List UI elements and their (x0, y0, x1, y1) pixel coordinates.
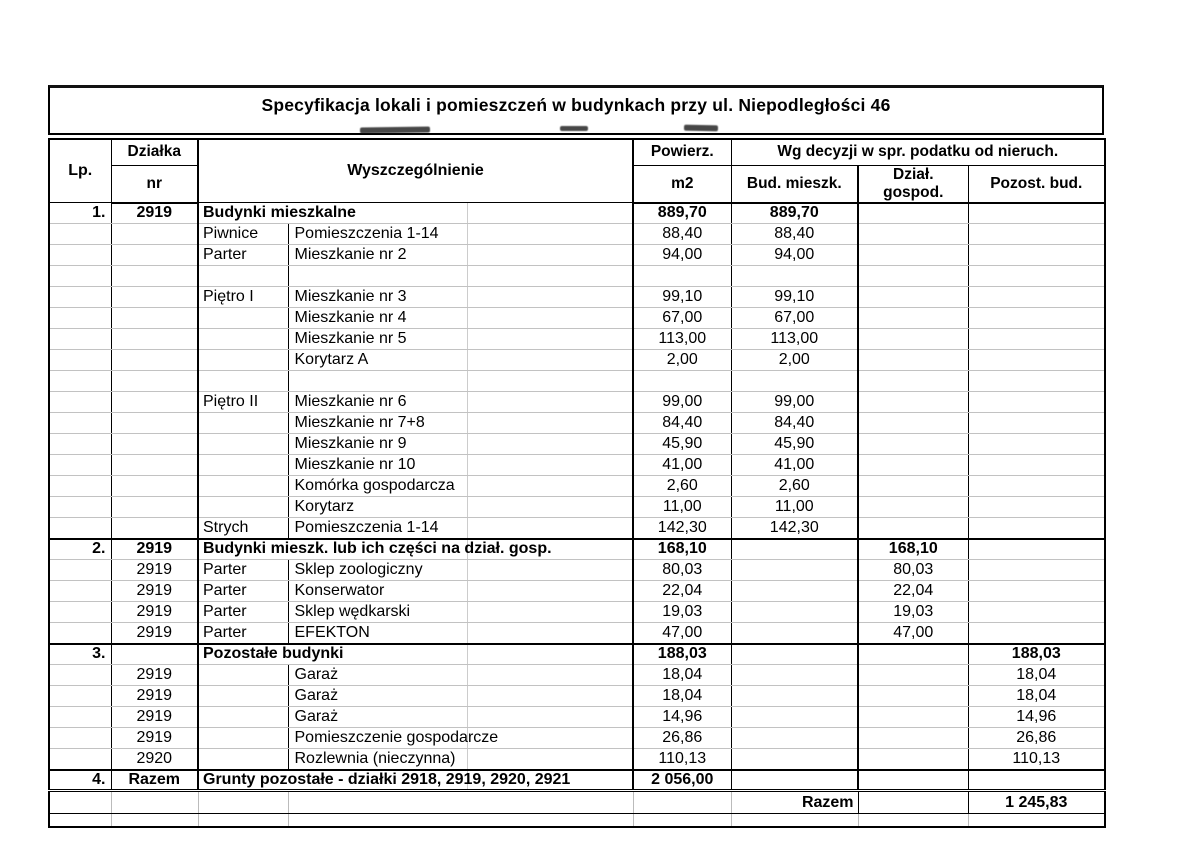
lp-cell (49, 476, 111, 497)
other-buildings-cell (968, 497, 1105, 518)
area-m2-cell: 47,00 (633, 623, 731, 644)
description-cell: Korytarz (288, 497, 633, 518)
area-m2-cell: 11,00 (633, 497, 731, 518)
other-buildings-cell (968, 518, 1105, 539)
table-row (49, 644, 1105, 665)
plot-number-cell: 2919 (111, 560, 198, 581)
plot-number-cell: 2919 (111, 728, 198, 749)
floor-label-cell: Piętro II (198, 392, 288, 413)
table-header (49, 139, 1105, 203)
area-m2-cell: 2,60 (633, 476, 731, 497)
business-tax-cell: 22,04 (858, 581, 968, 602)
business-tax-cell (858, 329, 968, 350)
lp-cell (49, 287, 111, 308)
scan-smudge (684, 125, 718, 132)
description-cell: Sklep zoologiczny (288, 560, 633, 581)
floor-label-cell (198, 329, 288, 350)
business-tax-cell (858, 434, 968, 455)
plot-number-cell: 2919 (111, 581, 198, 602)
area-m2-cell (633, 266, 731, 287)
floor-label-cell (198, 413, 288, 434)
area-m2-cell: 67,00 (633, 308, 731, 329)
floor-label-cell: Parter (198, 623, 288, 644)
header-bud-mieszk: Bud. mieszk. (731, 165, 858, 203)
business-tax-cell (858, 707, 968, 728)
business-tax-cell: 47,00 (858, 623, 968, 644)
description-cell: Rozlewnia (nieczynna) (288, 749, 633, 770)
scan-smudge (560, 126, 588, 131)
empty-cell (288, 814, 633, 827)
area-m2-cell: 84,40 (633, 413, 731, 434)
plot-number-cell: 2920 (111, 749, 198, 770)
description-cell: Garaż (288, 686, 633, 707)
other-buildings-cell (968, 560, 1105, 581)
table-row (49, 266, 1105, 287)
business-tax-cell (858, 665, 968, 686)
plot-number-cell (111, 329, 198, 350)
business-tax-cell (858, 203, 968, 224)
plot-number-cell: 2919 (111, 665, 198, 686)
area-m2-cell: 45,90 (633, 434, 731, 455)
residential-tax-cell: 2,60 (731, 476, 858, 497)
other-buildings-cell (968, 581, 1105, 602)
plot-number-cell: Razem (111, 770, 198, 791)
residential-tax-cell (731, 749, 858, 770)
table-row (49, 413, 1105, 434)
table-row (49, 287, 1105, 308)
area-m2-cell: 88,40 (633, 224, 731, 245)
floor-label-cell (198, 308, 288, 329)
other-buildings-cell: 18,04 (968, 665, 1105, 686)
table-row (49, 329, 1105, 350)
table-row (49, 203, 1105, 224)
other-buildings-cell (968, 539, 1105, 560)
empty-cell (198, 791, 288, 814)
description-cell (288, 371, 633, 392)
floor-label-cell (198, 665, 288, 686)
description-cell (288, 266, 633, 287)
business-tax-cell (858, 371, 968, 392)
other-buildings-cell: 14,96 (968, 707, 1105, 728)
floor-label-cell: Piętro I (198, 287, 288, 308)
description-cell: Pomieszczenia 1-14 (288, 224, 633, 245)
lp-cell: 2. (49, 539, 111, 560)
lp-cell (49, 224, 111, 245)
other-buildings-cell (968, 770, 1105, 791)
other-buildings-cell (968, 602, 1105, 623)
plot-number-cell (111, 497, 198, 518)
residential-tax-cell: 889,70 (731, 203, 858, 224)
lp-cell (49, 602, 111, 623)
residential-tax-cell: 45,90 (731, 434, 858, 455)
lp-cell (49, 434, 111, 455)
section-title-cell: Budynki mieszkalne (198, 203, 633, 224)
residential-tax-cell (731, 707, 858, 728)
specification-table (48, 138, 1106, 828)
area-m2-cell: 94,00 (633, 245, 731, 266)
scan-smudge (360, 127, 430, 134)
lp-cell (49, 707, 111, 728)
table-row (49, 665, 1105, 686)
business-tax-cell (858, 644, 968, 665)
lp-cell (49, 245, 111, 266)
description-cell: Komórka gospodarcza (288, 476, 633, 497)
table-row (49, 245, 1105, 266)
plot-number-cell (111, 245, 198, 266)
area-m2-cell: 80,03 (633, 560, 731, 581)
empty-cell (968, 814, 1105, 827)
residential-tax-cell: 99,10 (731, 287, 858, 308)
lp-cell (49, 455, 111, 476)
grand-total-value: 1 245,83 (968, 791, 1105, 814)
table-row (49, 224, 1105, 245)
floor-label-cell: Parter (198, 581, 288, 602)
area-m2-cell: 18,04 (633, 665, 731, 686)
residential-tax-cell: 84,40 (731, 413, 858, 434)
residential-tax-cell (731, 686, 858, 707)
table-row (49, 728, 1105, 749)
description-cell: Mieszkanie nr 3 (288, 287, 633, 308)
area-m2-cell: 2 056,00 (633, 770, 731, 791)
other-buildings-cell (968, 392, 1105, 413)
lp-cell (49, 665, 111, 686)
table-row (49, 476, 1105, 497)
business-tax-cell: 19,03 (858, 602, 968, 623)
empty-cell (111, 814, 198, 827)
lp-cell (49, 623, 111, 644)
floor-label-cell: Parter (198, 560, 288, 581)
plot-number-cell (111, 392, 198, 413)
plot-number-cell (111, 476, 198, 497)
plot-number-cell: 2919 (111, 623, 198, 644)
table-row (49, 707, 1105, 728)
table-row (49, 686, 1105, 707)
table-row (49, 770, 1105, 791)
residential-tax-cell: 142,30 (731, 518, 858, 539)
description-cell: Sklep wędkarski (288, 602, 633, 623)
business-tax-cell (858, 308, 968, 329)
residential-tax-cell: 2,00 (731, 350, 858, 371)
business-tax-cell (858, 770, 968, 791)
description-cell: Mieszkanie nr 7+8 (288, 413, 633, 434)
business-tax-cell (858, 392, 968, 413)
plot-number-cell: 2919 (111, 602, 198, 623)
floor-label-cell: Parter (198, 602, 288, 623)
area-m2-cell: 110,13 (633, 749, 731, 770)
area-m2-cell (633, 371, 731, 392)
residential-tax-cell (731, 644, 858, 665)
grand-total-row (49, 791, 1105, 814)
header-nr: nr (111, 165, 198, 203)
other-buildings-cell (968, 623, 1105, 644)
area-m2-cell: 99,00 (633, 392, 731, 413)
lp-cell (49, 266, 111, 287)
floor-label-cell (198, 266, 288, 287)
plot-number-cell (111, 518, 198, 539)
description-cell: Mieszkanie nr 10 (288, 455, 633, 476)
residential-tax-cell: 113,00 (731, 329, 858, 350)
empty-cell (633, 791, 731, 814)
other-buildings-cell (968, 287, 1105, 308)
lp-cell (49, 518, 111, 539)
residential-tax-cell (731, 623, 858, 644)
table-body (49, 203, 1105, 791)
plot-number-cell (111, 434, 198, 455)
lp-cell (49, 308, 111, 329)
other-buildings-cell (968, 203, 1105, 224)
plot-number-cell: 2919 (111, 203, 198, 224)
table-footer (49, 791, 1105, 827)
lp-cell (49, 371, 111, 392)
empty-cell (49, 791, 111, 814)
residential-tax-cell: 99,00 (731, 392, 858, 413)
business-tax-cell (858, 686, 968, 707)
lp-cell (49, 497, 111, 518)
description-cell: Pomieszczenia 1-14 (288, 518, 633, 539)
description-cell: Pomieszczenie gospodarcze (288, 728, 633, 749)
other-buildings-cell (968, 434, 1105, 455)
lp-cell (49, 581, 111, 602)
floor-label-cell (198, 497, 288, 518)
table-row (49, 749, 1105, 770)
residential-tax-cell (731, 581, 858, 602)
lp-cell (49, 560, 111, 581)
table-row (49, 308, 1105, 329)
floor-label-cell (198, 686, 288, 707)
lp-cell (49, 749, 111, 770)
other-buildings-cell: 18,04 (968, 686, 1105, 707)
document (48, 85, 1104, 828)
floor-label-cell: Parter (198, 245, 288, 266)
business-tax-cell (858, 518, 968, 539)
lp-cell: 3. (49, 644, 111, 665)
business-tax-cell (858, 455, 968, 476)
empty-cell (49, 814, 111, 827)
bottom-empty-row (49, 814, 1105, 827)
other-buildings-cell (968, 371, 1105, 392)
table-row (49, 539, 1105, 560)
plot-number-cell: 2919 (111, 707, 198, 728)
residential-tax-cell: 11,00 (731, 497, 858, 518)
header-row-1 (49, 139, 1105, 165)
table-row (49, 497, 1105, 518)
empty-cell (288, 791, 633, 814)
business-tax-cell (858, 413, 968, 434)
lp-cell (49, 350, 111, 371)
other-buildings-cell: 26,86 (968, 728, 1105, 749)
business-tax-cell: 80,03 (858, 560, 968, 581)
title-box (48, 85, 1104, 135)
description-cell: Garaż (288, 665, 633, 686)
description-cell: EFEKTON (288, 623, 633, 644)
empty-cell (111, 791, 198, 814)
plot-number-cell (111, 413, 198, 434)
area-m2-cell: 41,00 (633, 455, 731, 476)
residential-tax-cell: 41,00 (731, 455, 858, 476)
residential-tax-cell: 88,40 (731, 224, 858, 245)
description-cell: Mieszkanie nr 5 (288, 329, 633, 350)
table-row (49, 392, 1105, 413)
plot-number-cell: 2919 (111, 539, 198, 560)
business-tax-cell (858, 245, 968, 266)
business-tax-cell (858, 476, 968, 497)
plot-number-cell (111, 371, 198, 392)
grand-total-label: Razem (731, 791, 858, 814)
description-cell: Mieszkanie nr 4 (288, 308, 633, 329)
floor-label-cell (198, 434, 288, 455)
table-row (49, 455, 1105, 476)
header-lp: Lp. (49, 139, 111, 203)
header-tax-group: Wg decyzji w spr. podatku od nieruch. (731, 139, 1105, 165)
area-m2-cell: 14,96 (633, 707, 731, 728)
lp-cell: 1. (49, 203, 111, 224)
residential-tax-cell (731, 770, 858, 791)
section-title-cell: Budynki mieszk. lub ich części na dział. gosp. (198, 539, 633, 560)
area-m2-cell: 26,86 (633, 728, 731, 749)
area-m2-cell: 113,00 (633, 329, 731, 350)
other-buildings-cell (968, 329, 1105, 350)
floor-label-cell (198, 476, 288, 497)
other-buildings-cell (968, 308, 1105, 329)
table-row (49, 518, 1105, 539)
empty-cell (633, 814, 731, 827)
lp-cell: 4. (49, 770, 111, 791)
other-buildings-cell (968, 224, 1105, 245)
lp-cell (49, 413, 111, 434)
lp-cell (49, 728, 111, 749)
area-m2-cell: 2,00 (633, 350, 731, 371)
header-dzial-gospod: Dział. gospod. (858, 165, 968, 203)
description-cell: Mieszkanie nr 6 (288, 392, 633, 413)
lp-cell (49, 686, 111, 707)
floor-label-cell: Strych (198, 518, 288, 539)
other-buildings-cell (968, 476, 1105, 497)
other-buildings-cell (968, 266, 1105, 287)
empty-cell (731, 814, 858, 827)
empty-cell (198, 814, 288, 827)
residential-tax-cell (731, 602, 858, 623)
other-buildings-cell (968, 245, 1105, 266)
other-buildings-cell (968, 350, 1105, 371)
table-row (49, 623, 1105, 644)
plot-number-cell: 2919 (111, 686, 198, 707)
floor-label-cell (198, 707, 288, 728)
other-buildings-cell (968, 413, 1105, 434)
floor-label-cell (198, 455, 288, 476)
business-tax-cell (858, 497, 968, 518)
description-cell: Korytarz A (288, 350, 633, 371)
description-cell: Mieszkanie nr 2 (288, 245, 633, 266)
business-tax-cell (858, 287, 968, 308)
header-dzialka: Działka (111, 139, 198, 165)
header-pozost-bud: Pozost. bud. (968, 165, 1105, 203)
floor-label-cell (198, 371, 288, 392)
floor-label-cell (198, 728, 288, 749)
floor-label-cell: Piwnice (198, 224, 288, 245)
plot-number-cell (111, 266, 198, 287)
plot-number-cell (111, 350, 198, 371)
business-tax-cell (858, 224, 968, 245)
business-tax-cell (858, 749, 968, 770)
plot-number-cell (111, 287, 198, 308)
residential-tax-cell (731, 266, 858, 287)
section-title-cell: Grunty pozostałe - działki 2918, 2919, 2920, 2921 (198, 770, 633, 791)
residential-tax-cell (731, 728, 858, 749)
other-buildings-cell: 110,13 (968, 749, 1105, 770)
header-wyszczegolnienie: Wyszczególnienie (198, 139, 633, 203)
area-m2-cell: 188,03 (633, 644, 731, 665)
area-m2-cell: 168,10 (633, 539, 731, 560)
residential-tax-cell: 94,00 (731, 245, 858, 266)
description-cell: Garaż (288, 707, 633, 728)
empty-cell (858, 814, 968, 827)
section-title-cell: Pozostałe budynki (198, 644, 633, 665)
table-row (49, 371, 1105, 392)
spacer-cell (858, 791, 968, 814)
table-row (49, 434, 1105, 455)
plot-number-cell (111, 308, 198, 329)
area-m2-cell: 22,04 (633, 581, 731, 602)
area-m2-cell: 99,10 (633, 287, 731, 308)
lp-cell (49, 329, 111, 350)
table-row (49, 581, 1105, 602)
description-cell: Mieszkanie nr 9 (288, 434, 633, 455)
area-m2-cell: 142,30 (633, 518, 731, 539)
area-m2-cell: 889,70 (633, 203, 731, 224)
residential-tax-cell (731, 371, 858, 392)
residential-tax-cell (731, 560, 858, 581)
business-tax-cell: 168,10 (858, 539, 968, 560)
description-cell: Konserwator (288, 581, 633, 602)
floor-label-cell (198, 350, 288, 371)
other-buildings-cell: 188,03 (968, 644, 1105, 665)
lp-cell (49, 392, 111, 413)
residential-tax-cell: 67,00 (731, 308, 858, 329)
other-buildings-cell (968, 455, 1105, 476)
table-row (49, 560, 1105, 581)
table-row (49, 350, 1105, 371)
header-m2: m2 (633, 165, 731, 203)
page-title: Specyfikacja lokali i pomieszczeń w budynkach przy ul. Niepodległości 46 (261, 95, 891, 115)
plot-number-cell (111, 644, 198, 665)
floor-label-cell (198, 749, 288, 770)
plot-number-cell (111, 224, 198, 245)
residential-tax-cell (731, 665, 858, 686)
business-tax-cell (858, 266, 968, 287)
area-m2-cell: 19,03 (633, 602, 731, 623)
plot-number-cell (111, 455, 198, 476)
area-m2-cell: 18,04 (633, 686, 731, 707)
table-row (49, 602, 1105, 623)
business-tax-cell (858, 728, 968, 749)
business-tax-cell (858, 350, 968, 371)
header-powierz: Powierz. (633, 139, 731, 165)
residential-tax-cell (731, 539, 858, 560)
